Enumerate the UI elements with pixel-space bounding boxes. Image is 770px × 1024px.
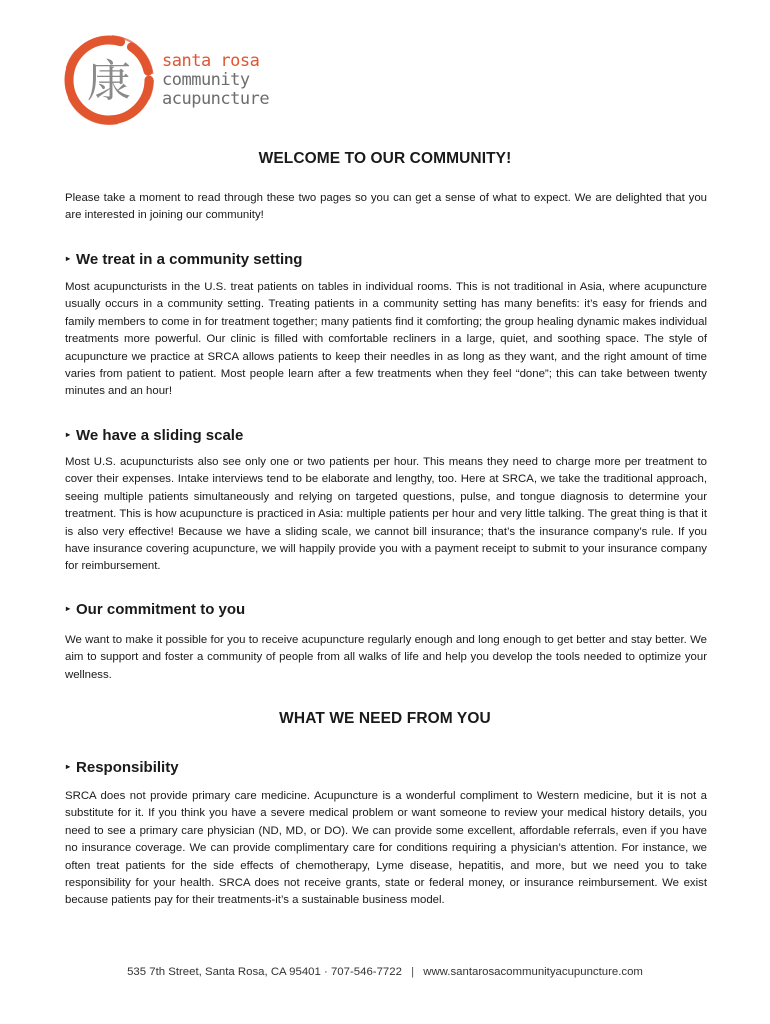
triangle-bullet-icon: ▸ — [66, 254, 71, 263]
triangle-bullet-icon: ▸ — [66, 430, 71, 439]
section-body-sliding-scale: Most U.S. acupuncturists also see only one or two patients per hour. This means they need to charge more per treatment to cover their expenses. Intake interviews tend to be elaborate and lengthy, too. Here at SRCA, we take the traditional approach, seeing multiple patients simultaneously and relying on targeted questions, pulse, and tongue diagnosis to determine your treatment. This is how acupuncture is practiced in Asia: multiple patients per hour and very little talking. The great thing is that it is also very effective! Because we have a sliding scale, we cannot bill insurance; that’s the insurance company’s rule. If you have insurance covering acupuncture, we will happily provide you with a payment receipt to submit to your insurance company for reimbursement. — [65, 456, 707, 573]
footer-website-link[interactable]: www.santarosacommunityacupuncture.com — [423, 966, 643, 978]
logo-line-1: santa rosa — [162, 51, 260, 71]
section-body-responsibility: SRCA does not provide primary care medicine. Acupuncture is a wonderful compliment to Western medicine, but it is not a substitute for it. If you think you have a severe medical problem or want someone to review your medical history details, you need to see a primary care physician (ND, MD, or DO). We can provide some excellent, affordable referrals, even if you have no insurance coverage. We can provide complimentary care for conditions requiring a physician’s attention. For instance, we often treat patients for the side effects of chemotherapy, Lyme disease, hepatitis, and more, but we need you to take responsibility for your health. SRCA does not receive grants, state or federal money, or insurance reimbursement. We exist because patients pay for their treatments-it’s a sustainable business model. — [65, 790, 707, 907]
footer — [0, 966, 770, 978]
section-heading-label: We treat in a community setting — [76, 251, 303, 268]
section-heading-sliding-scale — [66, 427, 243, 444]
logo-line-2: community — [162, 70, 250, 90]
section-heading-responsibility — [66, 759, 179, 776]
logo-glyph: 康 — [87, 56, 131, 107]
logo-text — [162, 52, 269, 109]
needs-title: WHAT WE NEED FROM YOU — [279, 710, 491, 727]
section-heading-label: Responsibility — [76, 759, 179, 776]
intro-paragraph: Please take a moment to read through these two pages so you can get a sense of what to expect. We are delighted that you are interested in joining our community! — [65, 192, 707, 222]
triangle-bullet-icon: ▸ — [66, 762, 71, 771]
section-heading-commitment — [66, 601, 245, 618]
welcome-title: WELCOME TO OUR COMMUNITY! — [258, 150, 512, 167]
section-body-commitment: We want to make it possible for you to receive acupuncture regularly enough and long enough to get better and stay better. We aim to support and foster a community of people from all walks of life and help you develop the tools needed to optimize your wellness. — [65, 634, 707, 681]
section-body-community: Most acupuncturists in the U.S. treat patients on tables in individual rooms. This is not traditional in Asia, where acupuncture usually occurs in a community setting. Treating patients in a community setting has many benefits: it’s easy for friends and family members to come in for treatment together; many patients find it comforting; the group healing dynamic makes individual treatments more powerful. Our clinic is filled with comfortable recliners in a large, quiet, and soothing space. The style of acupuncture we practice at SRCA allows patients to keep their needles in as long as they want, and the right amount of time varies from patient to patient. Most people learn after a few treatments when they feel “done”; this can take between twenty minutes and an hour! — [65, 281, 707, 398]
footer-separator: | — [411, 966, 415, 978]
logo-line-3: acupuncture — [162, 89, 270, 109]
triangle-bullet-icon: ▸ — [66, 604, 71, 613]
logo — [62, 30, 302, 130]
section-heading-label: Our commitment to you — [76, 601, 246, 618]
section-heading-community — [66, 251, 302, 268]
logo-mark-icon — [62, 30, 158, 128]
section-heading-label: We have a sliding scale — [76, 427, 244, 444]
footer-address: 535 7th Street, Santa Rosa, CA 95401 · 707-546-7722 — [127, 966, 402, 978]
